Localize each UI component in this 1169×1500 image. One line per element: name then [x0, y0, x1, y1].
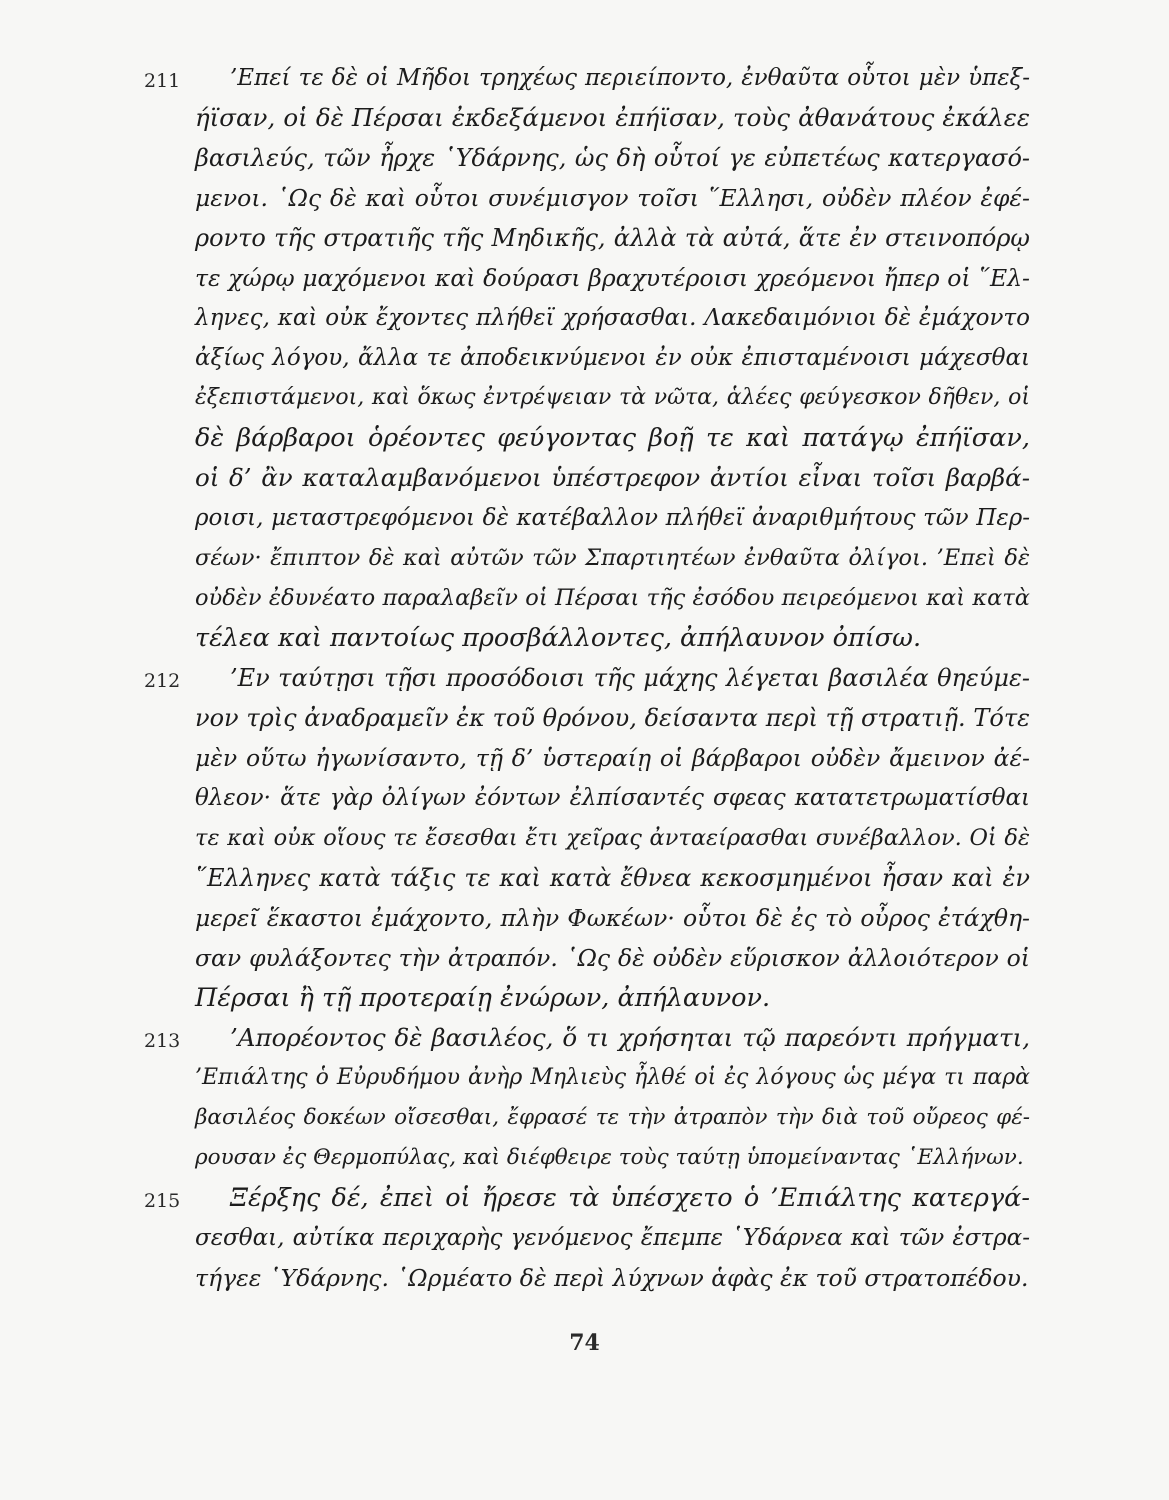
text-line: ’Επεί τε δὲ οἱ Μῆδοι τρηχέως περιείποντο, ἐνθαῦτα οὗτοι μὲν ὑπεξ- [230, 65, 1030, 91]
text-line: ἐξεπιστάμενοι, καὶ ὅκως ἐντρέψειαν τὰ νῶτα, ἁλέες φεύγεσκον δῆθεν, οἱ [195, 385, 1030, 410]
text-line: ρουσαν ἐς Θερμοπύλας, καὶ διέφθειρε τοὺς ταύτῃ ὑπομείναντας ῾Ελλήνων. [195, 1145, 1024, 1170]
text-line: σαν φυλάξοντες τὴν ἀτραπόν. ῾Ως δὲ οὐδὲν εὕρισκον ἀλλοιότερον οἱ [195, 944, 1030, 972]
text-line: θλεον· ἅτε γὰρ ὀλίγων ἐόντων ἐλπίσαντές σφεας κατατετρωματίσθαι [195, 785, 1030, 811]
section-number: 212 [144, 670, 181, 692]
text-line: ήϊσαν, οἱ δὲ Πέρσαι ἐκδεξάμενοι ἐπήϊσαν, τοὺς ἀθανάτους ἐκάλεε [195, 103, 1030, 132]
text-line: σέων· ἔπιπτον δὲ καὶ αὐτῶν τῶν Σπαρτιητέων ἐνθαῦτα ὀλίγοι. ’Επεὶ δὲ [195, 545, 1030, 571]
text-line: βασιλέος δοκέων οἴσεσθαι, ἔφρασέ τε τὴν ἀτραπὸν τὴν διὰ τοῦ οὔρεος φέ- [195, 1105, 1030, 1130]
text-line: οἱ δ’ ἂν καταλαμβανόμενοι ὑπέστρεφον ἀντίοι εἶναι τοῖσι βαρβά- [195, 463, 1030, 492]
section-number: 213 [144, 1030, 181, 1052]
text-line: Ξέρξης δέ, ἐπεὶ οἱ ἤρεσε τὰ ὑπέσχετο ὁ ’Επιάλτης κατεργά- [230, 1183, 1030, 1213]
text-line: μερεῖ ἕκαστοι ἐμάχοντο, πλὴν Φωκέων· οὗτοι δὲ ἐς τὸ οὖρος ἐτάχθη- [195, 904, 1030, 932]
text-line: τε καὶ οὐκ οἵους τε ἔσεσθαι ἔτι χεῖρας ἀνταείρασθαι συνέβαλλον. Οἱ δὲ [195, 825, 1030, 851]
text-line: οὐδὲν ἐδυνέατο παραλαβεῖν οἱ Πέρσαι τῆς ἐσόδου πειρεόμενοι καὶ κατὰ [195, 585, 1030, 611]
text-line: νον τρὶς ἀναδραμεῖν ἐκ τοῦ θρόνου, δείσαντα περὶ τῇ στρατιῇ. Τότε [195, 704, 1030, 732]
text-line: ’Εν ταύτῃσι τῇσι προσόδοισι τῆς μάχης λέγεται βασιλέα θηεύμε- [230, 664, 1030, 692]
section-number: 215 [144, 1190, 181, 1212]
page-number: 74 [569, 1330, 600, 1356]
text-line: σεσθαι, αὐτίκα περιχαρὴς γενόμενος ἔπεμπε ῾Υδάρνεα καὶ τῶν ἐστρα- [195, 1225, 1030, 1251]
text-line: βασιλεύς, τῶν ἦρχε ῾Υδάρνης, ὡς δὴ οὗτοί γε εὐπετέως κατεργασό- [195, 144, 1030, 172]
text-line: ῞Ελληνες κατὰ τάξις τε καὶ κατὰ ἔθνεα κεκοσμημένοι ἦσαν καὶ ἐν [195, 864, 1030, 892]
text-line: τέλεα καὶ παντοίως προσβάλλοντες, ἀπήλαυνον ὀπίσω. [195, 623, 922, 653]
section-number: 211 [144, 70, 181, 92]
text-line: τήγεε ῾Υδάρνης. ῾Ωρμέατο δὲ περὶ λύχνων ἁφὰς ἐκ τοῦ στρατοπέδου. [195, 1264, 1029, 1292]
text-line: μὲν οὕτω ἠγωνίσαντο, τῇ δ’ ὑστεραίῃ οἱ βάρβαροι οὐδὲν ἄμεινον ἀέ- [195, 744, 1030, 772]
text-line: ’Απορέοντος δὲ βασιλέος, ὅ τι χρήσηται τῷ παρεόντι πρήγματι, [230, 1023, 1030, 1052]
text-line: ’Επιάλτης ὁ Εὐρυδήμου ἀνὴρ Μηλιεὺς ἦλθέ οἱ ἐς λόγους ὡς μέγα τι παρὰ [195, 1065, 1030, 1090]
text-line: τε χώρῳ μαχόμενοι καὶ δούρασι βραχυτέροισι χρεόμενοι ἤπερ οἱ ῞Ελ- [195, 264, 1030, 292]
text-line: δὲ βάρβαροι ὁρέοντες φεύγοντας βοῇ τε καὶ πατάγῳ ἐπήϊσαν, [195, 423, 1030, 453]
text-line: Πέρσαι ἢ τῇ προτεραίῃ ἐνώρων, ἀπήλαυνον. [195, 983, 771, 1013]
text-line: ἀξίως λόγου, ἄλλα τε ἀποδεικνύμενοι ἐν οὐκ ἐπισταμένοισι μάχεσθαι [195, 345, 1030, 371]
text-line: ροισι, μεταστρεφόμενοι δὲ κατέβαλλον πλήθεϊ ἀναριθμήτους τῶν Περ- [195, 505, 1030, 531]
text-line: ληνες, καὶ οὐκ ἔχοντες πλήθεϊ χρήσασθαι. Λακεδαιμόνιοι δὲ ἐμάχοντο [195, 305, 1030, 331]
text-line: μενοι. ῾Ως δὲ καὶ οὗτοι συνέμισγον τοῖσι ῞Ελλησι, οὐδὲν πλέον ἐφέ- [195, 184, 1030, 212]
text-line: ροντο τῆς στρατιῆς τῆς Μηδικῆς, ἀλλὰ τὰ αὐτά, ἅτε ἐν στεινοπόρῳ [195, 224, 1030, 252]
